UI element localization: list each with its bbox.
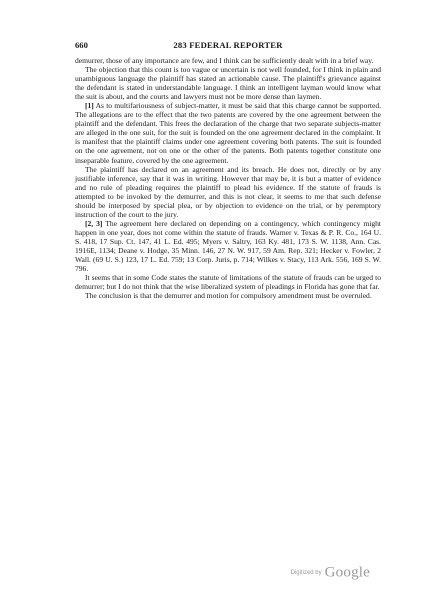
paragraph [75, 165, 381, 219]
google-logo: Google [324, 564, 370, 581]
page-header [75, 40, 381, 52]
paragraph [75, 291, 381, 300]
headnote-number: [2, 3] [85, 218, 103, 228]
body-text [75, 56, 381, 300]
digitization-watermark [291, 564, 370, 582]
paragraph-text: As to multifariousness of subject-matter, it must be said that this charge cannot be supported. The allegations are to the effect that the two patents are covered by the one agreement between the plaintiff and the defendant. This frees the declaration of the charge that two separate subjects-matter are alleged in the one suit, for the suit is founded on the one agreement declared in the complaint. It is manifest that the plaintiff claims under one agreement covering both patents. The suit is founded on the one agreement, not on one or the other of the patents. Both patents together constitute one inseparable feature, covered by the one agreement. [75, 101, 381, 165]
headnote-number: [1] [85, 101, 94, 111]
paragraph [75, 65, 381, 101]
paragraph-text: The plaintiff has declared on an agreement and its breach. He does not, directly or by any justifiable inference, say that it was in writing. However that may be, it is but a matter of evidence and no rule of pleading requires the plaintiff to plead his evidence. If the statute of frauds is attempted to be invoked by the demurrer, and this is not clear, it seems to me that such defense should be interposed by special plea, or by objection to evidence on the trial, or by peremptory instruction of the court to the jury. [75, 164, 381, 219]
paragraph [75, 101, 381, 164]
paragraph [75, 273, 381, 291]
paragraph [75, 219, 381, 273]
running-title: 283 FEDERAL REPORTER [173, 40, 283, 50]
paragraph-text: The agreement here declared on depending on a contingency, which contingency might happen in one year, does not come within the statute of frauds. Warner v. Texas & P. R. Co., 164 U. S. 418, 17 Sup. Ct. 147, 41 L. Ed. 495; Myers v. Saltry, 163 Ky. 481, 173 S. W. 1138, Ann. Cas. 1916E, 1134; Deane v. Hodge, 35 Minn. 146, 27 N. W. 917, 59 Am. Rep. 321; Hecker v. Fowler, 2 Wall. (69 U. S.) 123, 17 L. Ed. 759; 13 Corp. Juris, p. 714; Wilkes v. Stacy, 113 Ark. 556, 169 S. W. 796. [75, 218, 381, 274]
paragraph-text: demurrer, those of any importance are few, and I think can be sufficiently dealt with in a brief way. [75, 56, 374, 65]
page-number: 660 [75, 40, 88, 50]
paragraph-text: The objection that this count is too vague or uncertain is not well founded, for I think in plain and unambiguous language the plaintiff has stated an actionable cause. The plaintiff's grievance against the defendant is stated in understandable language. I think an intelligent layman would know what the suit is about, and the courts and lawyers must not be more dense than laymen. [75, 65, 381, 102]
digitized-by-label: Digitized by [290, 569, 322, 576]
paragraph-text: It seems that in some Code states the statute of limitations of the statute of frauds can be urged to demurrer; but I do not think that the wise liberalized system of pleadings in Florida has gone that far. [75, 273, 381, 292]
paragraph-text: The conclusion is that the demurrer and motion for compulsory amendment must be overruled. [85, 291, 372, 301]
paragraph [75, 56, 381, 65]
